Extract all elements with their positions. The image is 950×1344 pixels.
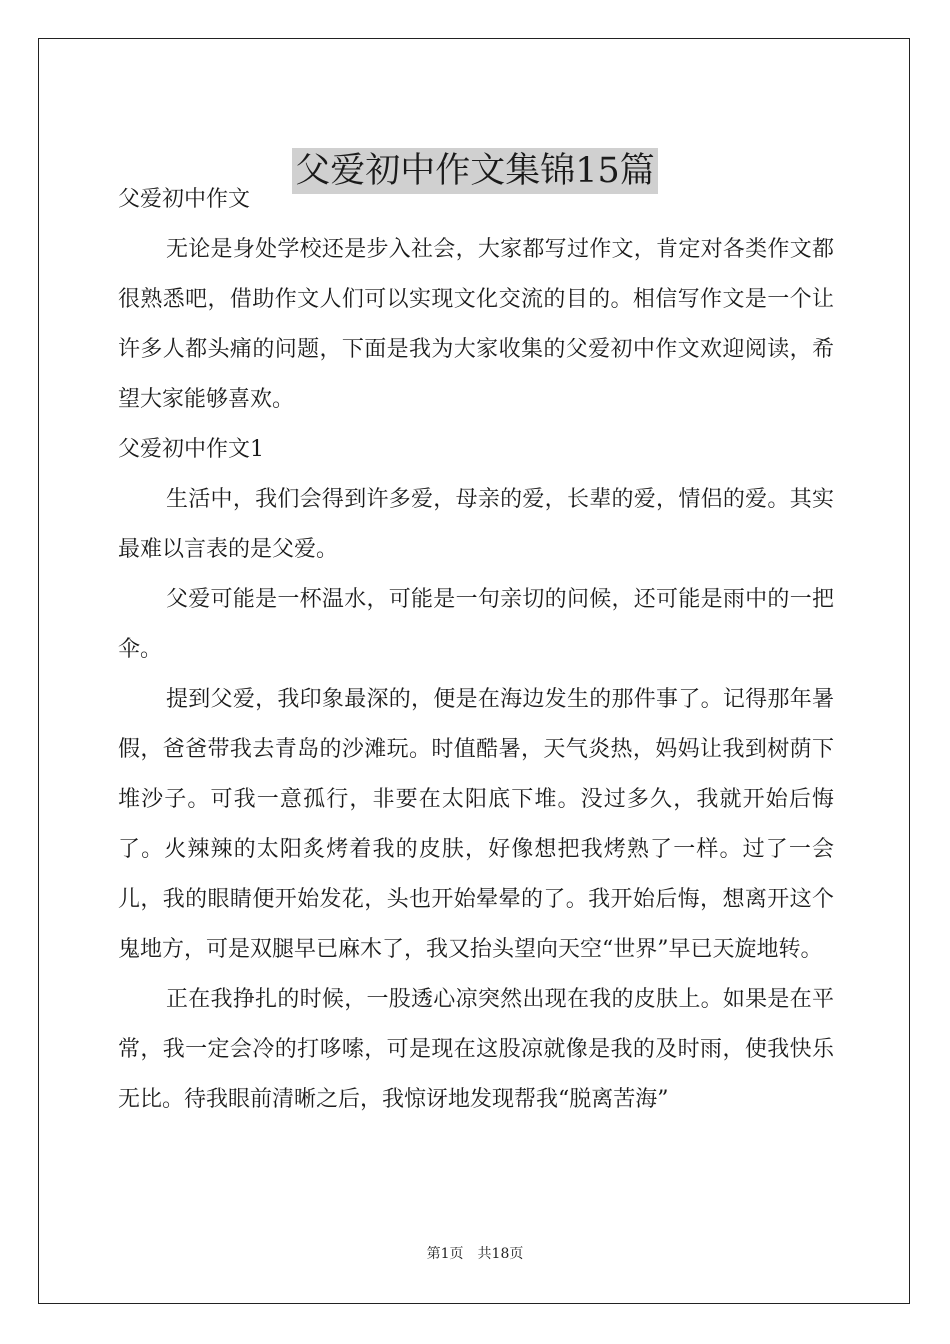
essay-paragraph: 正在我挣扎的时候，一股透心凉突然出现在我的皮肤上。如果是在平常，我一定会冷的打哆嗦，可是现在这股凉就像是我的及时雨，使我快乐无比。待我眼前清晰之后，我惊讶地发现帮我“脱离苦海” (118, 987, 834, 1112)
document-body (118, 175, 834, 1125)
page-total: 共18页 (477, 1246, 524, 1262)
document-title: 父爱初中作文集锦15篇 (292, 148, 658, 194)
intro-paragraph: 无论是身处学校还是步入社会，大家都写过作文，肯定对各类作文都很熟悉吧，借助作文人们可以实现文化交流的目的。相信写作文是一个让许多人都头痛的问题，下面是我为大家收集的父爱初中作文欢迎阅读，希望大家能够喜欢。 (118, 237, 834, 412)
essay-heading: 父爱初中作文1 (118, 437, 264, 462)
page-footer (0, 1244, 950, 1264)
essay-paragraph: 父爱可能是一杯温水，可能是一句亲切的问候，还可能是雨中的一把伞。 (118, 587, 834, 662)
essay-paragraph: 生活中，我们会得到许多爱，母亲的爱，长辈的爱，情侣的爱。其实最难以言表的是父爱。 (118, 487, 834, 562)
page-number: 第1页 (426, 1246, 464, 1262)
essay-paragraph: 提到父爱，我印象最深的，便是在海边发生的那件事了。记得那年暑假，爸爸带我去青岛的沙滩玩。时值酷暑，天气炎热，妈妈让我到树荫下堆沙子。可我一意孤行，非要在太阳底下堆。没过多久，我就开始后悔了。火辣辣的太阳炙烤着我的皮肤，好像想把我烤熟了一样。过了一会儿，我的眼睛便开始发花，头也开始晕晕的了。我开始后悔，想离开这个鬼地方，可是双腿早已麻木了，我又抬头望向天空“世界”早已天旋地转。 (118, 687, 834, 962)
section-heading: 父爱初中作文 (118, 187, 251, 212)
